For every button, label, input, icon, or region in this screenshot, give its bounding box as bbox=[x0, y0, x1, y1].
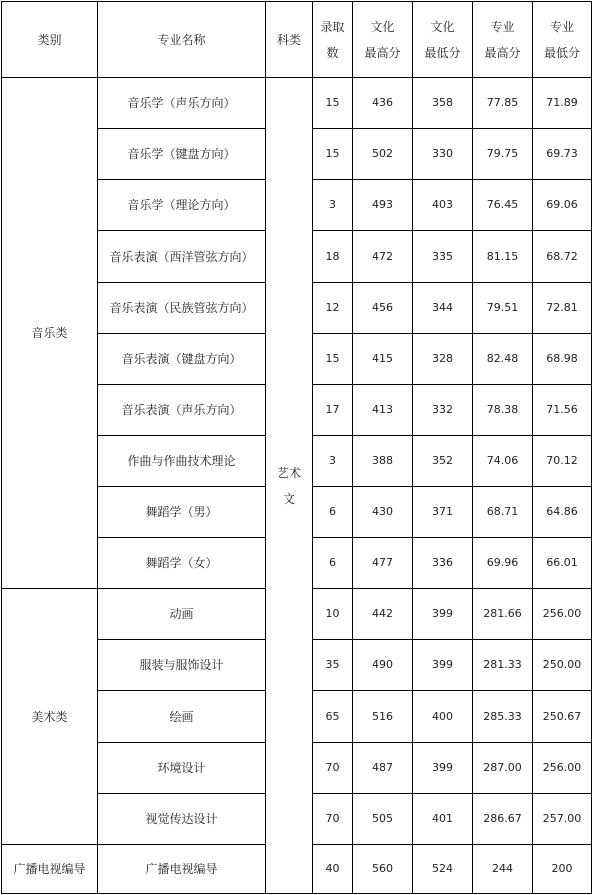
admitted-count-cell: 15 bbox=[313, 78, 353, 129]
category-cell: 美术类 bbox=[2, 589, 98, 845]
major-name-cell: 音乐学（声乐方向） bbox=[98, 78, 266, 129]
culture-min-cell: 335 bbox=[413, 231, 473, 282]
culture-min-cell: 524 bbox=[413, 844, 473, 893]
culture-max-cell: 490 bbox=[353, 640, 413, 691]
admitted-count-cell: 15 bbox=[313, 129, 353, 180]
admitted-count-cell: 65 bbox=[313, 691, 353, 742]
culture-min-cell: 336 bbox=[413, 538, 473, 589]
subject-line1: 艺术 bbox=[276, 465, 301, 480]
header-major-max bbox=[473, 2, 533, 78]
admitted-count-cell: 3 bbox=[313, 180, 353, 231]
header-major-min-line2: 最低分 bbox=[543, 45, 580, 60]
header-major-min-line1: 专业 bbox=[549, 19, 574, 34]
major-max-cell: 287.00 bbox=[473, 742, 533, 793]
major-min-cell: 68.98 bbox=[533, 333, 592, 384]
category-cell: 音乐类 bbox=[2, 78, 98, 589]
header-major: 专业名称 bbox=[98, 2, 266, 78]
major-name-cell: 音乐学（理论方向） bbox=[98, 180, 266, 231]
culture-min-cell: 371 bbox=[413, 487, 473, 538]
major-name-cell: 音乐表演（声乐方向） bbox=[98, 384, 266, 435]
subject-cell bbox=[266, 78, 313, 894]
culture-max-cell: 388 bbox=[353, 435, 413, 486]
header-culture-min-line1: 文化 bbox=[430, 19, 455, 34]
major-max-cell: 74.06 bbox=[473, 435, 533, 486]
major-min-cell: 250.00 bbox=[533, 640, 592, 691]
admitted-count-cell: 10 bbox=[313, 589, 353, 640]
culture-min-cell: 330 bbox=[413, 129, 473, 180]
culture-min-cell: 403 bbox=[413, 180, 473, 231]
major-min-cell: 256.00 bbox=[533, 742, 592, 793]
admitted-count-cell: 17 bbox=[313, 384, 353, 435]
major-name-cell: 舞蹈学（女） bbox=[98, 538, 266, 589]
culture-max-cell: 560 bbox=[353, 844, 413, 893]
admitted-count-cell: 35 bbox=[313, 640, 353, 691]
header-culture-max-line2: 最高分 bbox=[364, 45, 401, 60]
major-max-cell: 82.48 bbox=[473, 333, 533, 384]
admitted-count-cell: 40 bbox=[313, 844, 353, 893]
culture-min-cell: 358 bbox=[413, 78, 473, 129]
culture-max-cell: 487 bbox=[353, 742, 413, 793]
culture-min-cell: 332 bbox=[413, 384, 473, 435]
header-row bbox=[2, 2, 592, 78]
culture-min-cell: 399 bbox=[413, 742, 473, 793]
subject-line2: 文 bbox=[282, 491, 295, 506]
major-name-cell: 服装与服饰设计 bbox=[98, 640, 266, 691]
major-name-cell: 音乐表演（键盘方向） bbox=[98, 333, 266, 384]
major-min-cell: 70.12 bbox=[533, 435, 592, 486]
major-name-cell: 作曲与作曲技术理论 bbox=[98, 435, 266, 486]
header-major-max-line1: 专业 bbox=[490, 19, 515, 34]
culture-max-cell: 477 bbox=[353, 538, 413, 589]
major-max-cell: 77.85 bbox=[473, 78, 533, 129]
culture-max-cell: 505 bbox=[353, 793, 413, 844]
major-max-cell: 81.15 bbox=[473, 231, 533, 282]
culture-min-cell: 399 bbox=[413, 640, 473, 691]
major-name-cell: 音乐表演（西洋管弦方向） bbox=[98, 231, 266, 282]
major-max-cell: 76.45 bbox=[473, 180, 533, 231]
major-name-cell: 音乐学（键盘方向） bbox=[98, 129, 266, 180]
admitted-count-cell: 70 bbox=[313, 793, 353, 844]
culture-min-cell: 344 bbox=[413, 282, 473, 333]
major-min-cell: 256.00 bbox=[533, 589, 592, 640]
admitted-count-cell: 70 bbox=[313, 742, 353, 793]
admitted-count-cell: 6 bbox=[313, 487, 353, 538]
header-admitted-line1: 录取 bbox=[320, 19, 345, 34]
header-major-min bbox=[533, 2, 592, 78]
culture-max-cell: 415 bbox=[353, 333, 413, 384]
major-min-cell: 200 bbox=[533, 844, 592, 893]
culture-min-cell: 352 bbox=[413, 435, 473, 486]
header-admitted-line2: 数 bbox=[326, 45, 339, 60]
major-max-cell: 281.33 bbox=[473, 640, 533, 691]
culture-min-cell: 401 bbox=[413, 793, 473, 844]
header-culture-min bbox=[413, 2, 473, 78]
major-min-cell: 64.86 bbox=[533, 487, 592, 538]
culture-max-cell: 430 bbox=[353, 487, 413, 538]
culture-min-cell: 328 bbox=[413, 333, 473, 384]
major-max-cell: 68.71 bbox=[473, 487, 533, 538]
table-body bbox=[2, 2, 592, 894]
major-min-cell: 257.00 bbox=[533, 793, 592, 844]
category-cell: 广播电视编导 bbox=[2, 844, 98, 893]
header-culture-min-line2: 最低分 bbox=[424, 45, 461, 60]
admitted-count-cell: 12 bbox=[313, 282, 353, 333]
major-max-cell: 244 bbox=[473, 844, 533, 893]
major-max-cell: 79.51 bbox=[473, 282, 533, 333]
culture-max-cell: 516 bbox=[353, 691, 413, 742]
major-min-cell: 72.81 bbox=[533, 282, 592, 333]
major-max-cell: 285.33 bbox=[473, 691, 533, 742]
major-min-cell: 69.06 bbox=[533, 180, 592, 231]
header-admitted-count bbox=[313, 2, 353, 78]
header-subject: 科类 bbox=[266, 2, 313, 78]
culture-max-cell: 413 bbox=[353, 384, 413, 435]
admitted-count-cell: 15 bbox=[313, 333, 353, 384]
major-max-cell: 78.38 bbox=[473, 384, 533, 435]
culture-min-cell: 400 bbox=[413, 691, 473, 742]
major-min-cell: 69.73 bbox=[533, 129, 592, 180]
culture-max-cell: 442 bbox=[353, 589, 413, 640]
major-max-cell: 79.75 bbox=[473, 129, 533, 180]
major-name-cell: 音乐表演（民族管弦方向） bbox=[98, 282, 266, 333]
admitted-count-cell: 3 bbox=[313, 435, 353, 486]
table-row bbox=[2, 78, 592, 129]
culture-max-cell: 436 bbox=[353, 78, 413, 129]
major-min-cell: 66.01 bbox=[533, 538, 592, 589]
major-name-cell: 广播电视编导 bbox=[98, 844, 266, 893]
culture-min-cell: 399 bbox=[413, 589, 473, 640]
culture-max-cell: 456 bbox=[353, 282, 413, 333]
major-name-cell: 环境设计 bbox=[98, 742, 266, 793]
major-name-cell: 绘画 bbox=[98, 691, 266, 742]
admitted-count-cell: 18 bbox=[313, 231, 353, 282]
major-min-cell: 68.72 bbox=[533, 231, 592, 282]
major-max-cell: 69.96 bbox=[473, 538, 533, 589]
major-name-cell: 动画 bbox=[98, 589, 266, 640]
major-min-cell: 71.56 bbox=[533, 384, 592, 435]
major-min-cell: 250.67 bbox=[533, 691, 592, 742]
major-max-cell: 281.66 bbox=[473, 589, 533, 640]
admission-score-table bbox=[1, 1, 592, 894]
major-name-cell: 视觉传达设计 bbox=[98, 793, 266, 844]
header-culture-max bbox=[353, 2, 413, 78]
header-category: 类别 bbox=[2, 2, 98, 78]
culture-max-cell: 472 bbox=[353, 231, 413, 282]
header-major-max-line2: 最高分 bbox=[484, 45, 521, 60]
header-culture-max-line1: 文化 bbox=[370, 19, 395, 34]
major-name-cell: 舞蹈学（男） bbox=[98, 487, 266, 538]
culture-max-cell: 493 bbox=[353, 180, 413, 231]
major-min-cell: 71.89 bbox=[533, 78, 592, 129]
admitted-count-cell: 6 bbox=[313, 538, 353, 589]
culture-max-cell: 502 bbox=[353, 129, 413, 180]
major-max-cell: 286.67 bbox=[473, 793, 533, 844]
